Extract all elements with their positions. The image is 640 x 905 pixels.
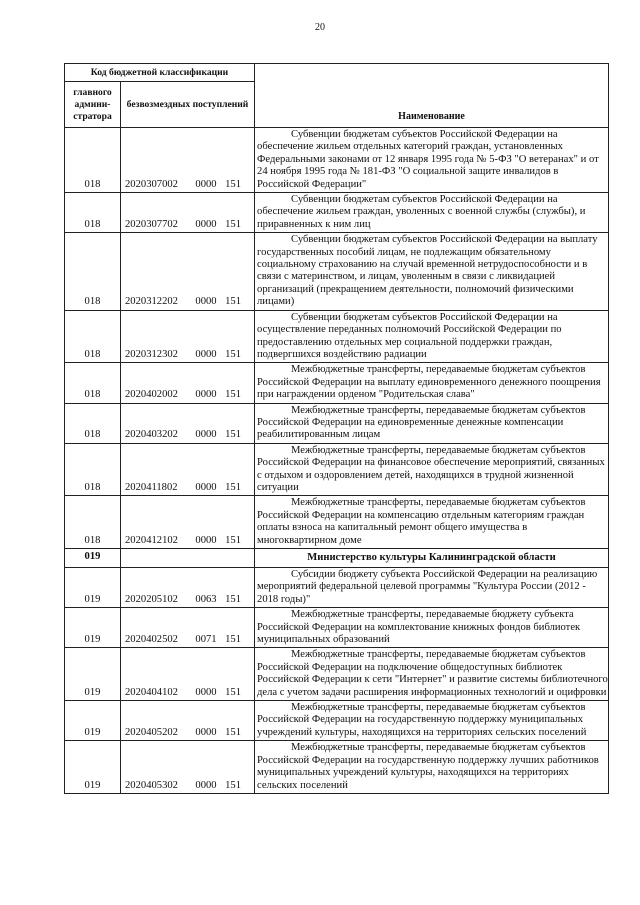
revenue-code-main: 2020312302 bbox=[125, 348, 178, 360]
description-text: Субвенции бюджетам субъектов Российской Федерации на обеспечение жильем отдельных категорий граждан, установленных Федеральными законами от 12 января 1995 года № 5-ФЗ "О ветеранах" и от 24 ноября 1995 года № 181-ФЗ "О социальной защите инвалидов в Российской Федерации" bbox=[257, 129, 599, 190]
header-group: Код бюджетной классификации bbox=[65, 64, 255, 82]
revenue-description bbox=[255, 403, 609, 443]
revenue-description bbox=[255, 648, 609, 701]
revenue-code-subtype: 0000 bbox=[195, 178, 217, 190]
header-admin: главного админи-стратора bbox=[65, 82, 121, 128]
revenue-description bbox=[255, 443, 609, 496]
revenue-code-main: 2020404102 bbox=[125, 686, 178, 698]
revenue-code-subtype: 0000 bbox=[195, 534, 217, 546]
revenue-description bbox=[255, 701, 609, 741]
table-row bbox=[65, 608, 609, 648]
revenue-code-class: 151 bbox=[225, 296, 241, 308]
revenue-description bbox=[255, 568, 609, 608]
description-text: Субвенции бюджетам субъектов Российской Федерации на осуществление переданных полномочий Российской Федерации по предоставлению отдельных мер социальной поддержки граждан, подвергшихся воздействию радиации bbox=[257, 311, 562, 360]
revenue-code-subtype: 0000 bbox=[195, 389, 217, 401]
revenue-code bbox=[121, 128, 255, 193]
revenue-code-class: 151 bbox=[225, 429, 241, 441]
description-text: Межбюджетные трансферты, передаваемые бюджетам субъектов Российской Федерации на выплату единовременного денежного поощрения при награждении орденом "Родительская слава" bbox=[257, 364, 601, 401]
admin-code: 018 bbox=[65, 233, 121, 310]
revenue-code-class: 151 bbox=[225, 481, 241, 493]
section-title: Министерство культуры Калининградской области bbox=[255, 549, 609, 568]
admin-code: 018 bbox=[65, 443, 121, 496]
revenue-code-class: 151 bbox=[225, 726, 241, 738]
revenue-code-main: 2020205102 bbox=[125, 593, 178, 605]
section-row bbox=[65, 549, 609, 568]
admin-code: 018 bbox=[65, 496, 121, 549]
table-row bbox=[65, 443, 609, 496]
revenue-code bbox=[121, 741, 255, 794]
table-row bbox=[65, 193, 609, 233]
revenue-code bbox=[121, 608, 255, 648]
revenue-code-main: 2020307002 bbox=[125, 178, 178, 190]
admin-code: 019 bbox=[65, 701, 121, 741]
description-text: Межбюджетные трансферты, передаваемые бюджетам субъектов Российской Федерации на единовременные денежные компенсации реабилитированным лицам bbox=[257, 404, 586, 441]
revenue-code-class: 151 bbox=[225, 686, 241, 698]
admin-code: 018 bbox=[65, 128, 121, 193]
revenue-code bbox=[121, 310, 255, 363]
revenue-code-subtype: 0000 bbox=[195, 296, 217, 308]
table-row bbox=[65, 403, 609, 443]
admin-code: 018 bbox=[65, 310, 121, 363]
revenue-description bbox=[255, 496, 609, 549]
revenue-description bbox=[255, 128, 609, 193]
page-number: 20 bbox=[315, 22, 325, 33]
revenue-code-subtype: 0000 bbox=[195, 779, 217, 791]
revenue-code-main: 2020402502 bbox=[125, 634, 178, 646]
table-row bbox=[65, 496, 609, 549]
revenue-code bbox=[121, 443, 255, 496]
description-text: Субсидии бюджету субъекта Российской Федерации на реализацию мероприятий федеральной целевой программы "Культура России (2012 - 2018 годы)" bbox=[257, 569, 598, 605]
header-revenue: безвозмездных поступлений bbox=[121, 82, 255, 128]
revenue-code-main: 2020403202 bbox=[125, 429, 178, 441]
revenue-code-main: 2020312202 bbox=[125, 296, 178, 308]
revenue-code-main: 2020411802 bbox=[125, 481, 178, 493]
revenue-description bbox=[255, 608, 609, 648]
admin-code: 019 bbox=[65, 648, 121, 701]
revenue-code-class: 151 bbox=[225, 218, 241, 230]
admin-code: 019 bbox=[65, 608, 121, 648]
revenue-code bbox=[121, 568, 255, 608]
revenue-description bbox=[255, 193, 609, 233]
budget-classification-table bbox=[64, 63, 609, 794]
description-text: Субвенции бюджетам субъектов Российской Федерации на обеспечение жильем граждан, уволенных с военной службы (службы), и приравненных к ним лиц bbox=[257, 194, 586, 230]
table-row bbox=[65, 310, 609, 363]
revenue-code-class: 151 bbox=[225, 634, 241, 646]
table-row bbox=[65, 233, 609, 310]
revenue-code-main: 2020402002 bbox=[125, 389, 178, 401]
table-row bbox=[65, 741, 609, 794]
revenue-code-class: 151 bbox=[225, 534, 241, 546]
revenue-code bbox=[121, 701, 255, 741]
revenue-code bbox=[121, 648, 255, 701]
revenue-description bbox=[255, 233, 609, 310]
table-row bbox=[65, 128, 609, 193]
revenue-code-subtype: 0000 bbox=[195, 429, 217, 441]
revenue-code-class: 151 bbox=[225, 593, 241, 605]
admin-code: 019 bbox=[65, 568, 121, 608]
revenue-code bbox=[121, 549, 255, 568]
revenue-description bbox=[255, 741, 609, 794]
revenue-code bbox=[121, 233, 255, 310]
revenue-code-class: 151 bbox=[225, 779, 241, 791]
description-text: Субвенции бюджетам субъектов Российской Федерации на выплату государственных пособий лицам, не подлежащим обязательному социальному страхованию на случай временной нетрудоспособности и в связи с материнством, и лицам, уволенным в связи с ликвидацией организаций (прекращением деятельности, полномочий физическими лицами) bbox=[257, 234, 598, 308]
revenue-code-class: 151 bbox=[225, 178, 241, 190]
revenue-code-class: 151 bbox=[225, 389, 241, 401]
description-text: Межбюджетные трансферты, передаваемые бюджетам субъектов Российской Федерации на компенсацию отдельным категориям граждан оплаты взноса на капитальный ремонт общего имущества в многоквартирном доме bbox=[257, 497, 586, 546]
revenue-code bbox=[121, 363, 255, 403]
revenue-code-subtype: 0071 bbox=[195, 634, 217, 646]
table-body bbox=[65, 128, 609, 794]
description-text: Межбюджетные трансферты, передаваемые бюджету субъекта Российской Федерации на комплектование книжных фондов библиотек муниципальных образований bbox=[257, 609, 581, 646]
description-text: Межбюджетные трансферты, передаваемые бюджетам субъектов Российской Федерации на государственную поддержку лучших работников муниципальных учреждений культуры, находящихся на территориях сельских поселений bbox=[257, 742, 599, 791]
revenue-code-subtype: 0000 bbox=[195, 481, 217, 493]
description-text: Межбюджетные трансферты, передаваемые бюджетам субъектов Российской Федерации на государственную поддержку муниципальных учреждений культуры, находящихся на территориях сельских поселений bbox=[257, 702, 587, 738]
table-row bbox=[65, 363, 609, 403]
revenue-code-subtype: 0000 bbox=[195, 218, 217, 230]
revenue-code bbox=[121, 193, 255, 233]
table-row bbox=[65, 568, 609, 608]
revenue-code-main: 2020412102 bbox=[125, 534, 178, 546]
revenue-description bbox=[255, 310, 609, 363]
admin-code: 018 bbox=[65, 193, 121, 233]
revenue-code-class: 151 bbox=[225, 348, 241, 360]
revenue-code-subtype: 0063 bbox=[195, 593, 217, 605]
revenue-code bbox=[121, 496, 255, 549]
revenue-code bbox=[121, 403, 255, 443]
revenue-code-subtype: 0000 bbox=[195, 348, 217, 360]
revenue-code-main: 2020307702 bbox=[125, 218, 178, 230]
table-row bbox=[65, 648, 609, 701]
revenue-code-main: 2020405202 bbox=[125, 726, 178, 738]
header-name: Наименование bbox=[255, 64, 609, 128]
table-row bbox=[65, 701, 609, 741]
description-text: Межбюджетные трансферты, передаваемые бюджетам субъектов Российской Федерации на подключение общедоступных библиотек Российской Федерации к сети "Интернет" и развитие системы библиотечного дела с учетом задачи расширения информационных технологий и оцифровки bbox=[257, 649, 608, 698]
description-text: Межбюджетные трансферты, передаваемые бюджетам субъектов Российской Федерации на финансовое обеспечение мероприятий, связанных с отдыхом и оздоровлением детей, находящихся в трудной жизненной ситуации bbox=[257, 444, 605, 493]
revenue-code-subtype: 0000 bbox=[195, 726, 217, 738]
revenue-code-main: 2020405302 bbox=[125, 779, 178, 791]
admin-code: 018 bbox=[65, 403, 121, 443]
admin-code: 019 bbox=[65, 549, 121, 568]
revenue-code-subtype: 0000 bbox=[195, 686, 217, 698]
revenue-description bbox=[255, 363, 609, 403]
admin-code: 018 bbox=[65, 363, 121, 403]
admin-code: 019 bbox=[65, 741, 121, 794]
